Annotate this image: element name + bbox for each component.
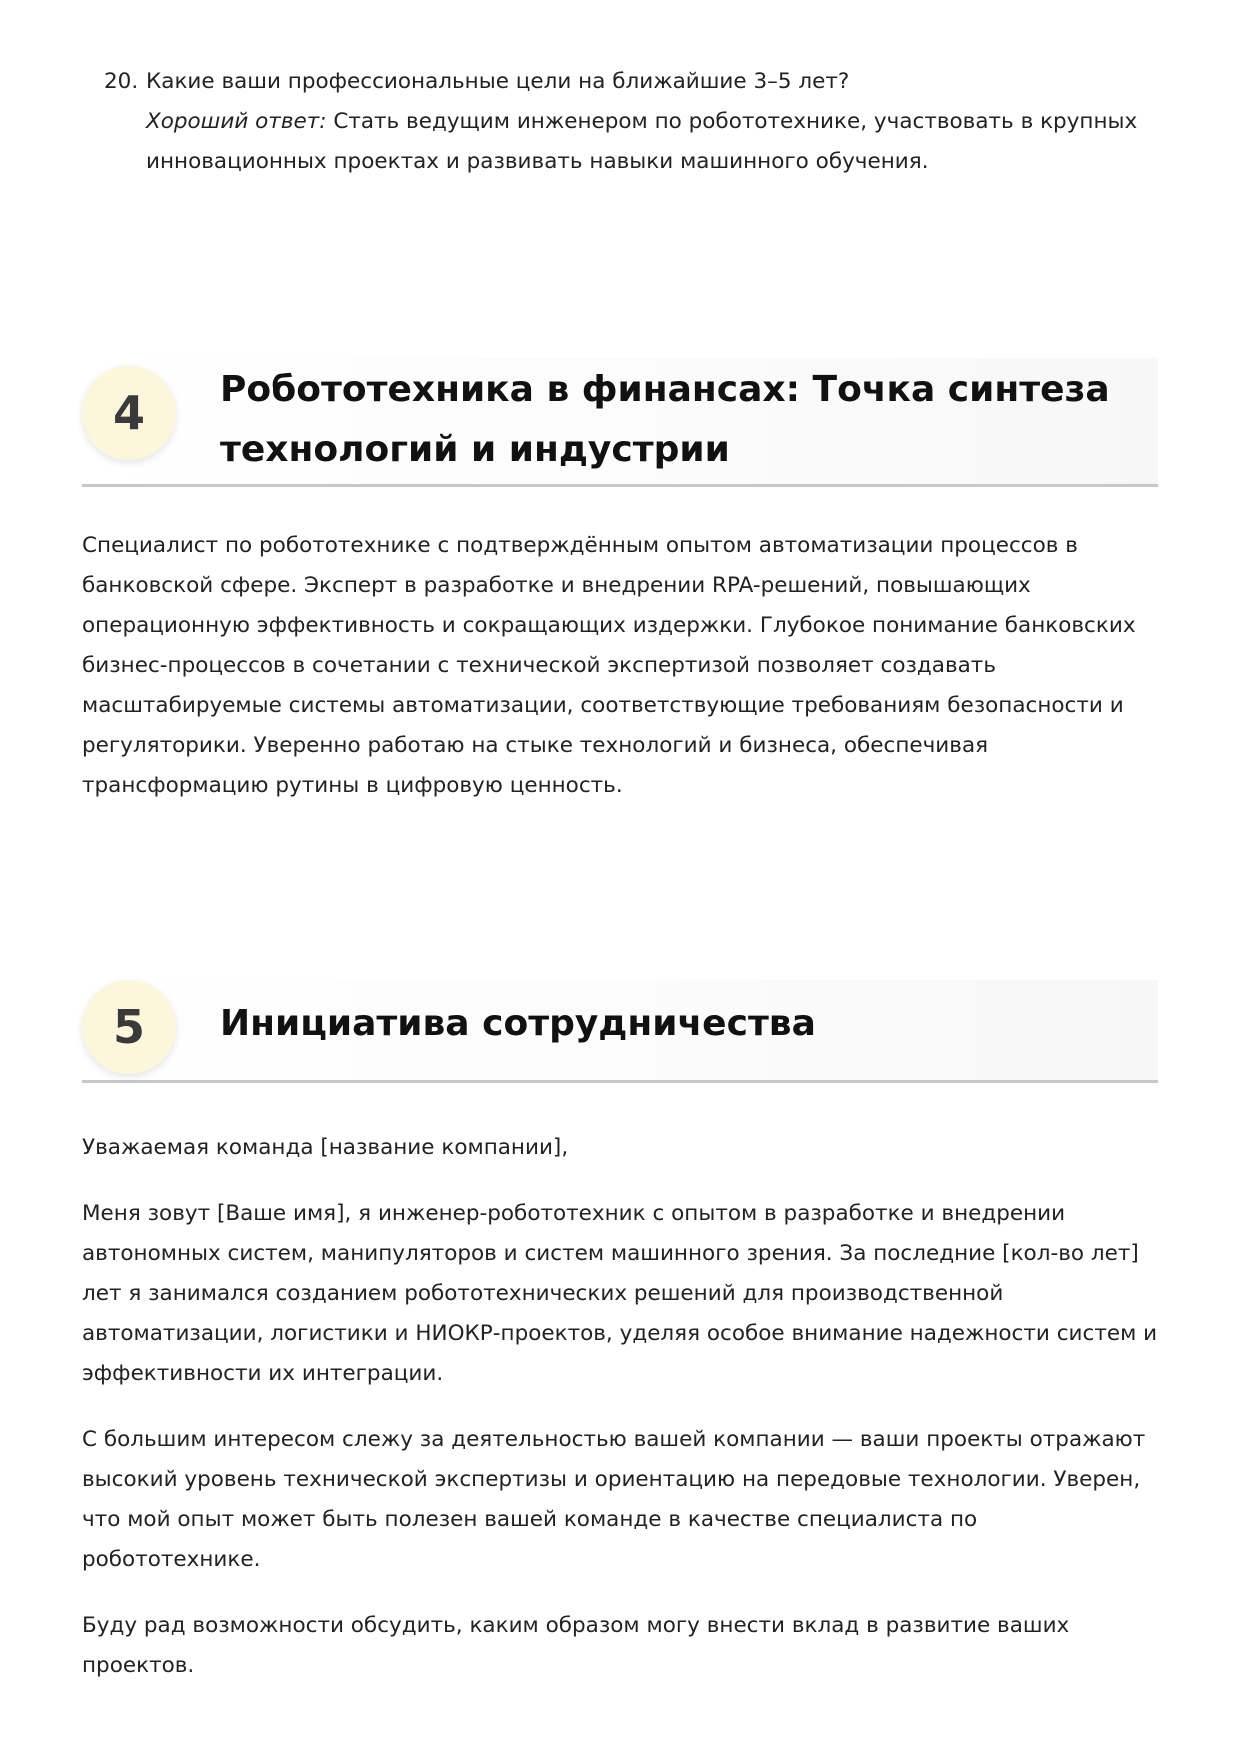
section-title: Робототехника в финансах: Точка синтеза технологий и индустрии bbox=[220, 369, 1110, 470]
paragraph: Специалист по робототехнике с подтверждённым опытом автоматизации процессов в банковской сфере. Эксперт в разработке и внедрении RPA-решений, повышающих операционную эффективность и сокращающих издержки. Глубокое понимание банковских бизнес-процессов в сочетании с технической экспертизой позволяет создавать масштабируемые системы автоматизации, соответствующие требованиям безопасности и регуляторики. Уверенно работаю на стыке технологий и бизнеса, обеспечивая трансформацию рутины в цифровую ценность. bbox=[82, 533, 1136, 798]
answer-text: Стать ведущим инженером по робототехнике, участвовать в крупных инновационных проектах и развивать навыки машинного обучения. bbox=[146, 109, 1138, 174]
question-row bbox=[104, 62, 1164, 102]
section-header-5 bbox=[82, 980, 1158, 1083]
question-item bbox=[104, 62, 1164, 182]
section-number-badge: 4 bbox=[82, 366, 176, 460]
answer-block bbox=[104, 102, 1164, 182]
paragraph-intro: Меня зовут [Ваше имя], я инженер-робототехник с опытом в разработке и внедрении автономных систем, манипуляторов и систем машинного зрения. За последние [кол-во лет] лет я занимался созданием робототехнических решений для производственной автоматизации, логистики и НИОКР-проектов, уделяя особое внимание надежности систем и эффективности их интеграции. bbox=[82, 1201, 1158, 1386]
paragraph-interest: С большим интересом слежу за деятельностью вашей компании — ваши проекты отражают высокий уровень технической экспертизы и ориентацию на передовые технологии. Уверен, что мой опыт может быть полезен вашей команде в качестве специалиста по робототехнике. bbox=[82, 1427, 1146, 1572]
paragraph-closing: Буду рад возможности обсудить, каким образом могу внести вклад в развитие ваших проектов. bbox=[82, 1613, 1070, 1678]
section-title: Инициатива сотрудничества bbox=[220, 1003, 816, 1044]
question-number: 20. bbox=[104, 69, 139, 94]
paragraph-greeting: Уважаемая команда [название компании], bbox=[82, 1135, 569, 1160]
section-number-badge: 5 bbox=[82, 980, 176, 1074]
section-5-body bbox=[82, 1128, 1162, 1686]
section-4-body bbox=[82, 526, 1162, 806]
question-text: Какие ваши профессиональные цели на ближайшие 3–5 лет? bbox=[146, 69, 850, 94]
answer-label: Хороший ответ: bbox=[146, 109, 327, 134]
section-header-4 bbox=[82, 358, 1158, 487]
